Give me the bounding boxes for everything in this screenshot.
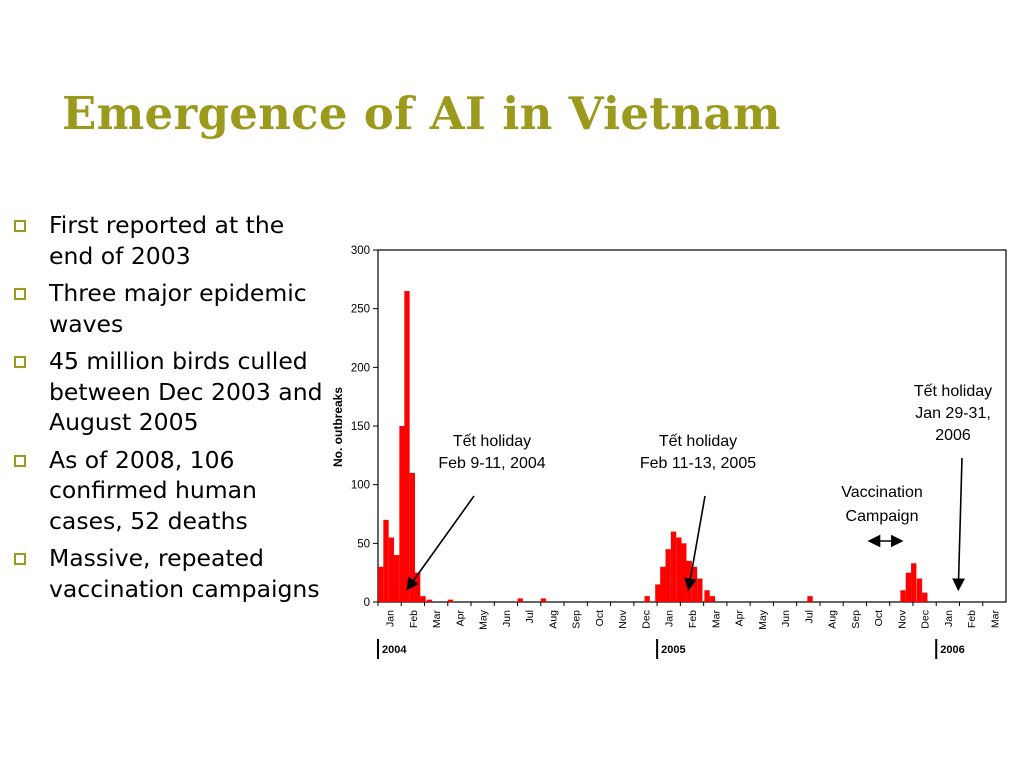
year-label: 2006: [940, 644, 965, 656]
annotation-text: Feb 11-13, 2005: [639, 455, 757, 472]
hollow-square-bullet-icon: [14, 356, 26, 368]
year-labels: [378, 639, 965, 659]
hollow-square-bullet-icon: [14, 455, 26, 467]
annotation-text: 2006: [935, 427, 971, 444]
y-tick-label: 0: [363, 597, 370, 609]
x-tick-label: Oct: [593, 610, 606, 627]
outbreak-bar: [394, 555, 399, 602]
outbreak-bar: [427, 600, 432, 602]
x-tick-label: Jan: [663, 610, 676, 627]
hollow-square-bullet-icon: [14, 288, 26, 300]
outbreak-bar: [676, 537, 681, 602]
x-tick-label: Jan: [942, 610, 955, 627]
x-tick-label: Feb: [966, 610, 979, 629]
x-tick-label: Sep: [849, 610, 862, 629]
outbreak-bar: [710, 596, 715, 602]
bullet-text: Three major epidemic waves: [49, 279, 307, 338]
outbreak-bar: [906, 573, 911, 602]
outbreak-bar: [383, 520, 388, 602]
outbreak-bar: [389, 537, 394, 602]
x-tick-label: Apr: [454, 610, 467, 627]
x-tick-label: Oct: [873, 610, 886, 627]
annotation-text: Vaccination: [841, 484, 923, 501]
y-axis-label-group: [331, 387, 345, 467]
outbreak-bar: [518, 598, 523, 602]
y-axis-label: No. outbreaks: [331, 386, 345, 468]
outbreak-bar: [697, 579, 702, 602]
bullet-item: [14, 346, 324, 438]
x-tick-label: May: [477, 610, 490, 630]
x-tick-label: Dec: [919, 610, 932, 629]
outbreak-chart: [322, 232, 1022, 672]
outbreak-bar: [692, 567, 697, 602]
y-tick-label: 300: [350, 245, 370, 257]
x-tick-label: Feb: [687, 610, 699, 629]
y-ticks: [351, 245, 378, 609]
x-tick-label: Jul: [524, 610, 537, 624]
outbreak-bar: [655, 584, 660, 602]
outbreak-bar: [900, 590, 905, 602]
annotation-text: Jan 29-31,: [915, 405, 991, 422]
year-label: 2004: [382, 644, 407, 656]
x-tick-label: Sep: [570, 610, 583, 629]
annotation-text: Tết holiday: [452, 433, 532, 450]
bullet-item: [14, 210, 324, 271]
annotation-text: Tết holiday: [658, 433, 738, 450]
hollow-square-bullet-icon: [14, 220, 26, 232]
outbreak-bar: [681, 543, 686, 602]
outbreak-bar: [922, 593, 927, 602]
hollow-square-bullet-icon: [14, 553, 26, 565]
outbreak-bar: [660, 567, 665, 602]
annotation-text: Campaign: [845, 508, 919, 525]
x-tick-label: May: [756, 610, 769, 630]
x-tick-label: Jun: [500, 610, 513, 627]
x-tick-label: Nov: [896, 610, 909, 629]
outbreak-bar: [807, 596, 812, 602]
x-tick-label: Dec: [640, 610, 653, 629]
x-tick-label: Nov: [617, 610, 630, 629]
x-tick-label: Mar: [431, 610, 444, 629]
slide-title: Emergence of AI in Vietnam: [62, 87, 781, 140]
outbreak-bar: [671, 532, 676, 602]
bullet-text: As of 2008, 106 confirmed human cases, 52 deaths: [49, 445, 257, 535]
bullet-list: [14, 210, 324, 611]
x-tick-label: Aug: [547, 610, 560, 629]
x-tick-label: Jul: [803, 610, 816, 624]
x-tick-label: Aug: [826, 610, 839, 629]
y-tick-label: 150: [350, 421, 370, 433]
x-tick-label: Feb: [407, 610, 420, 629]
x-ticks: [378, 602, 1001, 630]
x-tick-label: Jun: [780, 610, 793, 627]
outbreak-bar: [399, 426, 404, 602]
bullet-text: First reported at the end of 2003: [49, 211, 285, 270]
bullet-item: [14, 543, 324, 604]
outbreak-bar: [448, 600, 453, 602]
y-tick-label: 100: [350, 479, 370, 492]
outbreak-bar: [541, 598, 546, 602]
x-tick-label: Jan: [384, 610, 397, 627]
annotation-text: Feb 9-11, 2004: [438, 455, 546, 472]
outbreak-bar: [420, 596, 425, 602]
plot-area: [378, 250, 1006, 602]
y-tick-label: 200: [350, 362, 370, 375]
year-label: 2005: [661, 644, 686, 656]
outbreak-bar: [645, 596, 650, 602]
outbreak-bar: [378, 567, 383, 602]
annotation-text: Tết holiday: [913, 383, 993, 400]
outbreak-bar: [917, 579, 922, 602]
bullet-item: [14, 278, 324, 339]
outbreak-bar: [911, 563, 916, 602]
bullet-item: [14, 445, 324, 537]
x-tick-label: Apr: [733, 610, 746, 627]
bullet-text: Massive, repeated vaccination campaigns: [49, 544, 320, 603]
outbreak-bar: [665, 549, 670, 602]
outbreak-bar: [404, 291, 409, 602]
y-tick-label: 50: [357, 538, 370, 551]
outbreak-bar: [704, 590, 709, 602]
x-tick-label: Mar: [989, 610, 1002, 629]
y-tick-label: 250: [350, 303, 370, 316]
bullet-text: 45 million birds culled between Dec 2003 and August 2005: [49, 347, 323, 436]
x-tick-label: Mar: [710, 610, 723, 629]
